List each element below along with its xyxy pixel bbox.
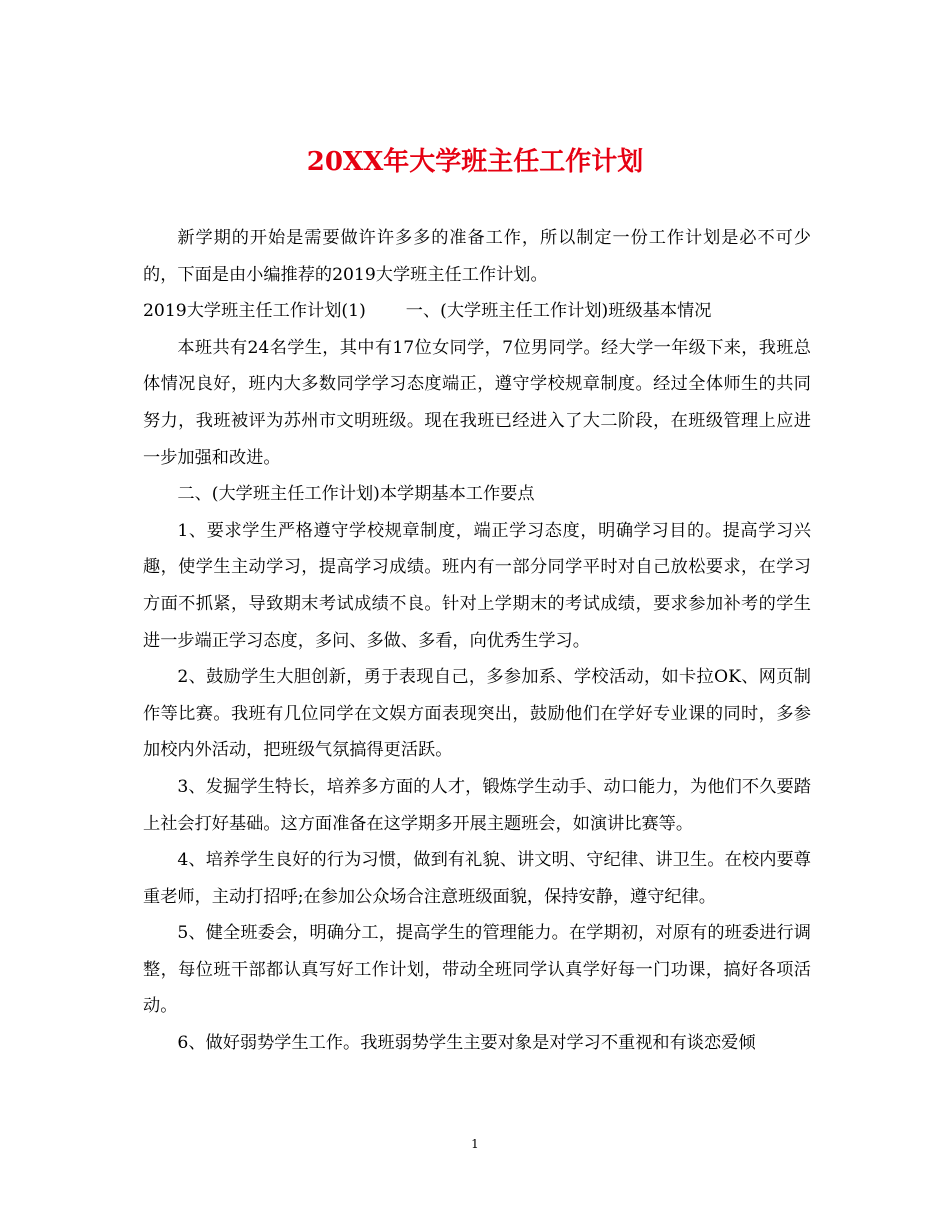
document-body — [143, 220, 811, 1062]
body-paragraph: 2、鼓励学生大胆创新，勇于表现自己，多参加系、学校活动，如卡拉OK、网页制作等比赛。我班有几位同学在文娱方面表现突出，鼓励他们在学好专业课的同时，多参加校内外活动，把班级气氛搞得更活跃。 — [143, 667, 811, 761]
body-paragraph: 1、要求学生严格遵守学校规章制度，端正学习态度，明确学习目的。提高学习兴趣，使学生主动学习，提高学习成绩。班内有一部分同学平时对自己放松要求，在学习方面不抓紧，导致期末考试成绩不良。针对上学期末的考试成绩，要求参加补考的学生进一步端正学习态度，多问、多做、多看，向优秀生学习。 — [143, 520, 811, 651]
subheading-left: 2019大学班主任工作计划(1) — [143, 301, 366, 322]
body-paragraph: 本班共有24名学生，其中有17位女同学，7位男同学。经大学一年级下来，我班总体情况良好，班内大多数同学学习态度端正，遵守学校规章制度。经过全体师生的共同努力，我班被评为苏州市文明班级。现在我班已经进入了大二阶段，在班级管理上应进一步加强和改进。 — [143, 337, 811, 468]
intro-paragraph: 新学期的开始是需要做许许多多的准备工作，所以制定一份工作计划是必不可少的，下面是由小编推荐的2019大学班主任工作计划。 — [143, 228, 811, 285]
body-paragraph: 5、健全班委会，明确分工，提高学生的管理能力。在学期初，对原有的班委进行调整，每位班干部都认真写好工作计划，带动全班同学认真学好每一门功课，搞好各项活动。 — [143, 923, 811, 1017]
subheading-line — [143, 293, 811, 330]
body-paragraph: 6、做好弱势学生工作。我班弱势学生主要对象是对学习不重视和有谈恋爱倾 — [177, 1033, 756, 1054]
document-title: 20XX年大学班主任工作计划 — [306, 147, 644, 177]
page-number: 1 — [471, 1137, 479, 1151]
subheading-right: 一、(大学班主任工作计划)班级基本情况 — [405, 301, 712, 322]
body-paragraph: 3、发掘学生特长，培养多方面的人才，锻炼学生动手、动口能力，为他们不久要踏上社会打好基础。这方面准备在这学期多开展主题班会，如演讲比赛等。 — [143, 776, 811, 834]
body-paragraph: 4、培养学生良好的行为习惯，做到有礼貌、讲文明、守纪律、讲卫生。在校内要尊重老师，主动打招呼;在参加公众场合注意班级面貌，保持安静，遵守纪律。 — [143, 850, 811, 907]
section-heading: 二、(大学班主任工作计划)本学期基本工作要点 — [177, 484, 535, 505]
